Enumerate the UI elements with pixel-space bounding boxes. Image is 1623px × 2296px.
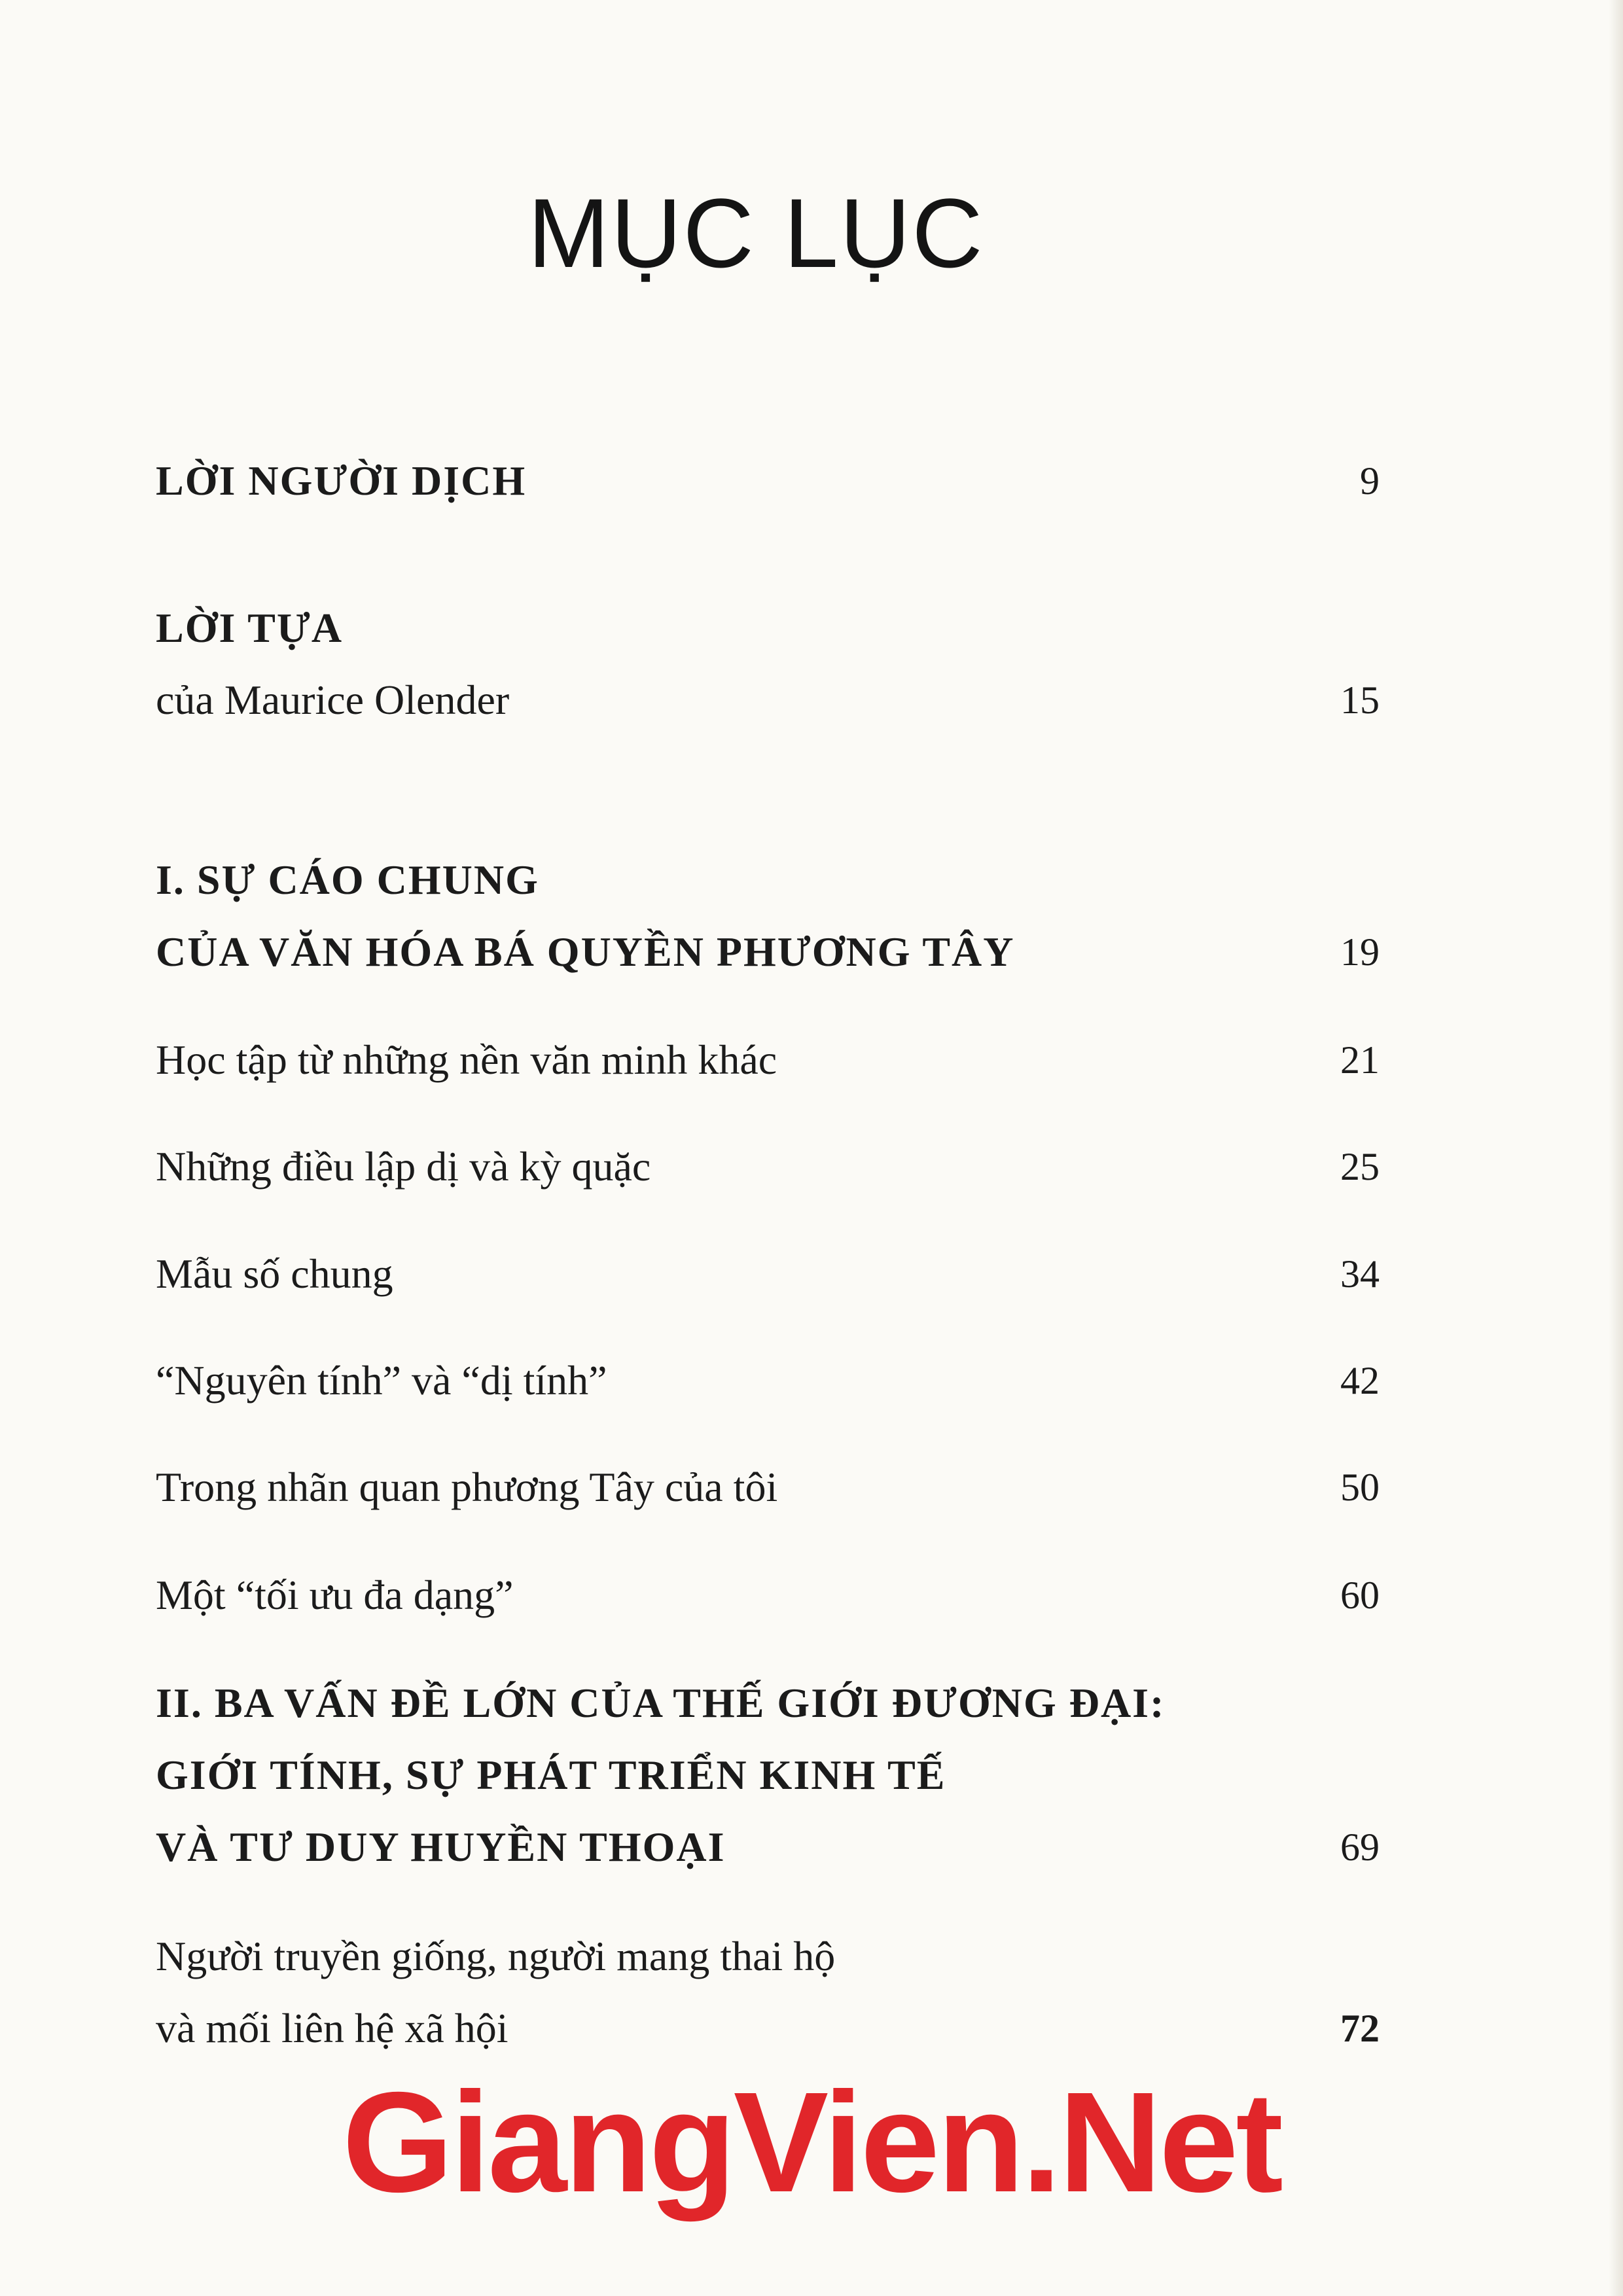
- toc-entry: [156, 445, 1380, 517]
- toc-page-number: 50: [1340, 1466, 1380, 1509]
- toc-entry: [156, 664, 1380, 736]
- toc-page-number: 15: [1340, 679, 1380, 722]
- toc-entry-label: Những điều lập dị và kỳ quặc: [156, 1143, 651, 1190]
- toc-entry: [156, 1345, 1380, 1417]
- toc-entry-label: II. BA VẤN ĐỀ LỚN CỦA THẾ GIỚI ĐƯƠNG ĐẠI:: [156, 1680, 1166, 1726]
- toc-entry-label: VÀ TƯ DUY HUYỀN THOẠI: [156, 1824, 726, 1870]
- toc-entry-label: Người truyền giống, người mang thai hộ: [156, 1933, 836, 1979]
- toc-entry: [156, 1920, 1380, 2064]
- toc-entry-label: LỜI TỰA: [156, 605, 344, 651]
- toc-entry-label: I. SỰ CÁO CHUNG: [156, 857, 539, 903]
- toc-entry: [156, 592, 1380, 664]
- toc-page-number: 69: [1340, 1826, 1380, 1869]
- toc-page-number: 9: [1360, 459, 1380, 503]
- toc-entry-label: CỦA VĂN HÓA BÁ QUYỀN PHƯƠNG TÂY: [156, 928, 1015, 975]
- watermark: GiangVien.Net: [342, 2063, 1281, 2222]
- toc-page-number: 42: [1340, 1359, 1380, 1402]
- toc-entry-label: Học tập từ những nền văn minh khác: [156, 1036, 777, 1083]
- toc-entry-label: và mối liên hệ xã hội: [156, 2005, 508, 2051]
- toc-page-number: 25: [1340, 1145, 1380, 1188]
- toc-entry: [156, 1024, 1380, 1096]
- toc-entry: [156, 1451, 1380, 1523]
- toc-page-number: 21: [1340, 1038, 1380, 1082]
- toc-entry-label: Một “tối ưu đa dạng”: [156, 1572, 514, 1618]
- toc-entry-label: Trong nhãn quan phương Tây của tôi: [156, 1464, 778, 1510]
- page-title: MỤC LỤC: [527, 178, 984, 288]
- toc-entry-label: LỜI NGƯỜI DỊCH: [156, 457, 527, 504]
- toc-page-number: 60: [1340, 1574, 1380, 1617]
- toc-entry: [156, 1559, 1380, 1631]
- toc-page-number: 72: [1340, 2007, 1380, 2050]
- toc-entry-label: GIỚI TÍNH, SỰ PHÁT TRIỂN KINH TẾ: [156, 1752, 946, 1798]
- toc-entry: [156, 1667, 1380, 1883]
- toc-page-number: 34: [1340, 1252, 1380, 1296]
- toc-entry: [156, 1238, 1380, 1310]
- toc-entry-label: của Maurice Olender: [156, 677, 510, 723]
- toc-entry: [156, 844, 1380, 988]
- toc-page-number: 19: [1340, 930, 1380, 974]
- toc-entry-label: Mẫu số chung: [156, 1250, 393, 1297]
- toc-entry: [156, 1131, 1380, 1203]
- toc-entry-label: “Nguyên tính” và “dị tính”: [156, 1357, 607, 1404]
